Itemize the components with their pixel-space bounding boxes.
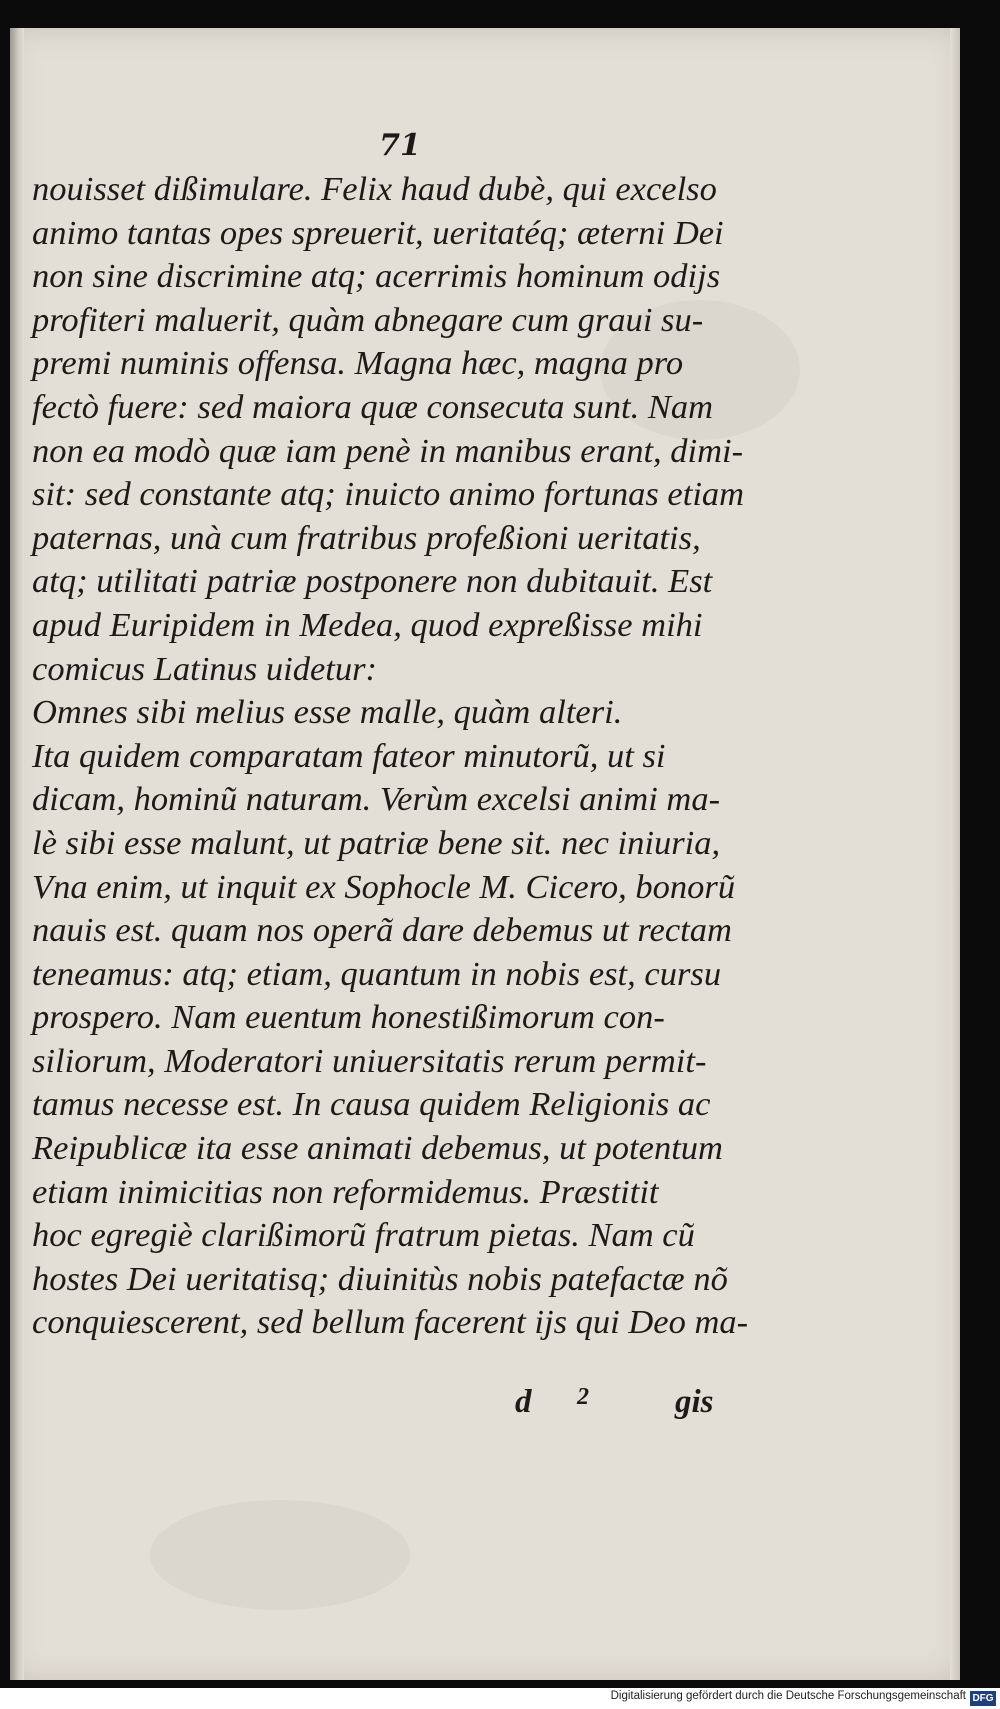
text-line: Ita quidem comparatam fateor minutorũ, ut si: [32, 737, 666, 775]
text-line: prospero. Nam euentum honestißimorum con-: [32, 999, 665, 1037]
funding-credit: Digitalisierung gefördert durch die Deutsche Forschungsgemeinschaft: [610, 1690, 966, 1702]
text-line: atq; utilitati patriæ postponere non dubitauit. Est: [32, 563, 713, 601]
text-line: lè sibi esse malunt, ut patriæ bene sit. nec iniuria,: [32, 824, 721, 862]
text-line: paternas, unà cum fratribus profeßioni ueritatis,: [32, 519, 701, 557]
text-line: conquiescerent, sed bellum facerent ijs qui Deo ma-: [32, 1304, 749, 1342]
text-line: siliorum, Moderatori uniuersitatis rerum permit-: [32, 1042, 707, 1080]
paper-stain: [150, 1500, 410, 1610]
signature-mark: d: [515, 1384, 532, 1420]
text-line: etiam inimicitias non reformidemus. Præstitit: [32, 1173, 659, 1211]
text-line: fectò fuere: sed maiora quæ consecuta sunt. Nam: [32, 388, 714, 426]
page-gutter-shadow: [10, 28, 24, 1680]
text-line: comicus Latinus uidetur:: [32, 650, 378, 688]
text-line: teneamus: atq; etiam, quantum in nobis est, cursu: [32, 955, 722, 993]
page-edge-shadow: [950, 28, 960, 1680]
text-line: premi numinis offensa. Magna hæc, magna pro: [32, 345, 684, 383]
page-number: 71: [379, 128, 421, 163]
signature-line: [515, 1384, 725, 1424]
text-line: hoc egregiè clarißimorũ fratrum pietas. Nam cũ: [32, 1217, 695, 1255]
text-line: non sine discrimine atq; acerrimis hominum odijs: [32, 258, 721, 296]
text-line: Vna enim, ut inquit ex Sophocle M. Cicero, bonorũ: [32, 868, 736, 906]
dfg-logo-icon[interactable]: DFG: [970, 1691, 996, 1706]
text-line: profiteri maluerit, quàm abnegare cum graui su-: [32, 301, 704, 339]
signature-number: 2: [577, 1384, 589, 1410]
catchword: gis: [675, 1384, 714, 1420]
text-line: non ea modò quæ iam penè in manibus erant, dimi-: [32, 432, 744, 470]
text-line: dicam, hominũ naturam. Verùm excelsi animi ma-: [32, 781, 721, 819]
body-text: [32, 168, 749, 1345]
text-line: Omnes sibi melius esse malle, quàm alteri.: [32, 694, 623, 732]
text-line: hostes Dei ueritatisq; diuinitùs nobis patefactæ nõ: [32, 1260, 728, 1298]
text-line: sit: sed constante atq; inuicto animo fortunas etiam: [32, 476, 745, 514]
text-line: apud Euripidem in Medea, quod expreßisse mihi: [32, 606, 703, 644]
text-line: nauis est. quam nos operã dare debemus ut rectam: [32, 912, 732, 950]
text-line: tamus necesse est. In causa quidem Religionis ac: [32, 1086, 711, 1124]
text-line: nouisset dißimulare. Felix haud dubè, qui excelso: [32, 171, 717, 208]
text-line: animo tantas opes spreuerit, ueritatéq; æterni Dei: [32, 214, 724, 252]
text-line: Reipublicæ ita esse animati debemus, ut potentum: [32, 1130, 723, 1168]
